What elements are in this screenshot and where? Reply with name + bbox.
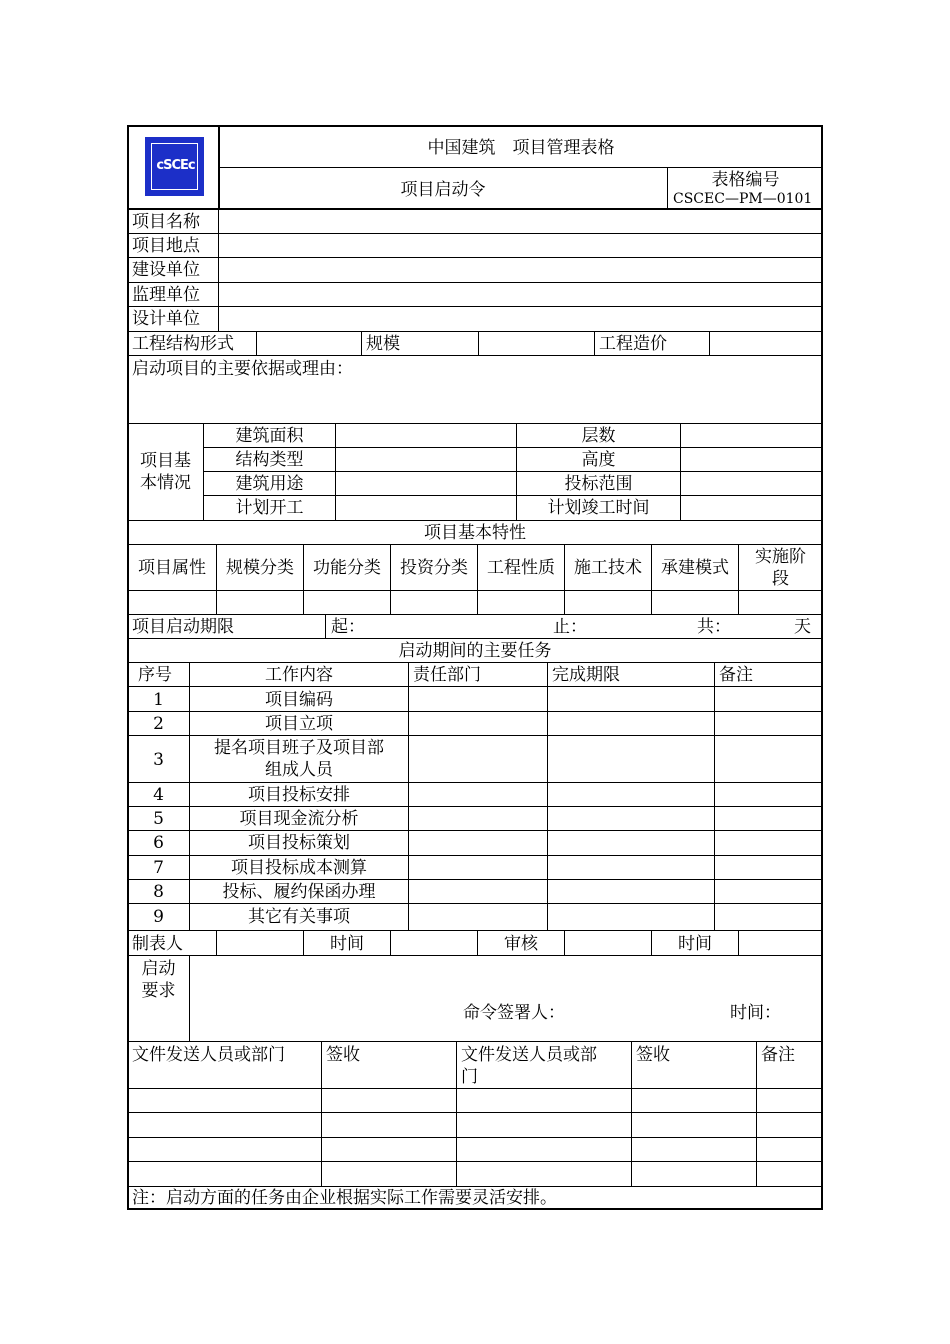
- label-cost: 工程造价: [599, 334, 667, 354]
- form-number: CSCEC—PM—0101: [673, 191, 813, 207]
- col-line: [709, 331, 710, 355]
- row-line: [127, 930, 823, 931]
- row-line: [127, 282, 823, 283]
- col-line: [564, 930, 565, 955]
- requirement-label-1: 启动: [141, 959, 176, 979]
- feature-header-stage-2: 段: [772, 569, 789, 589]
- row-line: [127, 686, 823, 687]
- label-period: 项目启动期限: [132, 617, 234, 637]
- task-no: 8: [153, 882, 164, 902]
- col-line: [714, 662, 715, 930]
- field-basis[interactable]: [131, 382, 819, 420]
- col-line: [631, 1041, 632, 1186]
- task-content-line1: 提名项目班子及项目部: [214, 738, 384, 758]
- label-height: 高度: [581, 450, 616, 470]
- task-content-line2: 组成人员: [265, 760, 333, 780]
- basic-info-label-2: 本情况: [140, 473, 191, 493]
- task-no: 5: [153, 809, 164, 829]
- form-number-label: 表格编号: [711, 170, 780, 190]
- header-bottom-line: [127, 208, 823, 210]
- col-line: [189, 955, 190, 1041]
- task-header-no: 序号: [138, 665, 172, 685]
- col-line: [218, 209, 219, 331]
- feature-header: 承建模式: [661, 558, 729, 578]
- task-content: 其它有关事项: [248, 907, 350, 927]
- features-title: 项目基本特性: [424, 523, 526, 543]
- col-line: [478, 331, 479, 355]
- row-line: [127, 257, 823, 258]
- label-form-maker: 制表人: [132, 934, 183, 954]
- row-line: [127, 830, 823, 831]
- feature-header-stage-1: 实施阶: [755, 547, 806, 567]
- row-line: [127, 638, 823, 639]
- label-period-end: 止：: [553, 617, 587, 637]
- label-signer: 命令签署人：: [463, 1003, 565, 1023]
- feature-header: 项目属性: [138, 558, 206, 578]
- task-no: 6: [153, 833, 164, 853]
- col-line: [321, 1041, 322, 1186]
- col-line: [456, 1041, 457, 1186]
- label-time-1: 时间: [330, 934, 364, 954]
- header-mid-line: [218, 167, 823, 168]
- field-owner[interactable]: [221, 260, 819, 279]
- col-line: [216, 544, 217, 614]
- cscec-logo: cSCEc: [145, 137, 204, 196]
- label-scale: 规模: [366, 334, 400, 354]
- col-line: [651, 544, 652, 614]
- col-line: [738, 930, 739, 955]
- label-project-location: 项目地点: [132, 236, 200, 256]
- label-time-2: 时间: [678, 934, 712, 954]
- label-designer: 设计单位: [132, 309, 200, 329]
- row-line: [127, 903, 823, 904]
- dist-header-signed: 签收: [326, 1045, 360, 1065]
- row-line: [127, 955, 823, 956]
- label-project-name: 项目名称: [132, 212, 200, 232]
- label-floor-area: 建筑面积: [235, 426, 304, 446]
- label-floors: 层数: [581, 426, 616, 446]
- tasks-title: 启动期间的主要任务: [398, 641, 552, 661]
- row-line: [127, 662, 823, 663]
- form-title: 项目启动令: [400, 180, 486, 200]
- field-designer[interactable]: [221, 309, 819, 328]
- col-line: [594, 331, 595, 355]
- label-structure-kind: 结构类型: [235, 450, 304, 470]
- col-line: [756, 1041, 757, 1186]
- feature-header: 投资分类: [400, 558, 468, 578]
- task-content: 项目投标策划: [248, 833, 350, 853]
- label-review: 审核: [504, 934, 538, 954]
- task-content: 项目编码: [265, 690, 333, 710]
- footer-note: 注：启动方面的任务由企业根据实际工作需要灵活安排。: [132, 1188, 557, 1208]
- col-line: [303, 544, 304, 614]
- label-period-start: 起：: [331, 617, 365, 637]
- row-line: [127, 855, 823, 856]
- requirement-label-2: 要求: [141, 981, 176, 1001]
- label-period-unit: 天: [794, 617, 811, 637]
- dist-header-remark: 备注: [761, 1045, 795, 1065]
- task-content: 项目投标成本测算: [231, 858, 367, 878]
- label-planned-completion: 计划竣工时间: [547, 498, 650, 518]
- row-line: [127, 1088, 823, 1089]
- label-supervisor: 监理单位: [132, 285, 200, 305]
- task-no: 9: [153, 907, 164, 927]
- dist-header-recipient-2-line1: 文件发送人员或部: [461, 1045, 597, 1065]
- col-line: [216, 930, 217, 955]
- row-line: [127, 782, 823, 783]
- label-period-total: 共：: [697, 617, 731, 637]
- row-line: [127, 711, 823, 712]
- col-line: [256, 331, 257, 355]
- row-line: [127, 590, 823, 591]
- row-line: [203, 495, 823, 496]
- row-line: [127, 1186, 823, 1187]
- label-usage: 建筑用途: [235, 474, 304, 494]
- label-sign-time: 时间：: [730, 1003, 781, 1023]
- row-line: [127, 735, 823, 736]
- row-line: [203, 447, 823, 448]
- feature-header: 功能分类: [313, 558, 381, 578]
- dist-header-recipient: 文件发送人员或部门: [132, 1045, 285, 1065]
- row-line: [127, 520, 823, 521]
- field-supervisor[interactable]: [221, 285, 819, 304]
- task-no: 3: [153, 750, 164, 770]
- row-line: [127, 306, 823, 307]
- task-no: 1: [153, 690, 164, 710]
- company-title: 中国建筑 项目管理表格: [427, 138, 615, 158]
- label-structure-type: 工程结构形式: [132, 334, 234, 354]
- task-content: 投标、履约保函办理: [222, 882, 376, 902]
- task-header-deadline: 完成期限: [552, 665, 620, 685]
- col-line: [564, 544, 565, 614]
- row-line: [127, 806, 823, 807]
- row-line: [127, 355, 823, 356]
- row-line: [127, 423, 823, 424]
- col-line: [547, 662, 548, 930]
- row-line: [127, 879, 823, 880]
- col-line: [390, 930, 391, 955]
- field-project-name[interactable]: [221, 212, 819, 231]
- task-content: 项目投标安排: [248, 785, 350, 805]
- task-content: 项目现金流分析: [239, 809, 359, 829]
- task-content: 项目立项: [265, 714, 333, 734]
- task-header-content: 工作内容: [265, 665, 333, 685]
- task-no: 7: [153, 858, 164, 878]
- label-bid-scope: 投标范围: [564, 474, 633, 494]
- col-line: [477, 544, 478, 614]
- row-line: [127, 1137, 823, 1138]
- task-no: 2: [153, 714, 164, 734]
- label-basis: 启动项目的主要依据或理由：: [132, 359, 353, 379]
- basic-info-label-1: 项目基: [140, 451, 191, 471]
- col-line: [325, 614, 326, 638]
- label-planned-start: 计划开工: [235, 498, 304, 518]
- row-line: [127, 331, 823, 332]
- feature-header: 规模分类: [226, 558, 294, 578]
- row-line: [203, 471, 823, 472]
- label-owner: 建设单位: [132, 260, 200, 280]
- field-project-location[interactable]: [221, 236, 819, 255]
- row-line: [127, 544, 823, 545]
- col-line: [390, 544, 391, 614]
- task-no: 4: [153, 785, 164, 805]
- dist-header-recipient-2-line2: 门: [461, 1067, 478, 1087]
- dist-header-signed-2: 签收: [636, 1045, 670, 1065]
- task-header-remark: 备注: [719, 665, 753, 685]
- col-line: [361, 331, 362, 355]
- row-line: [127, 233, 823, 234]
- row-line: [127, 1112, 823, 1113]
- feature-header: 工程性质: [487, 558, 555, 578]
- col-line: [408, 662, 409, 930]
- feature-header: 施工技术: [574, 558, 642, 578]
- task-header-dept: 责任部门: [413, 665, 481, 685]
- row-line: [127, 614, 823, 615]
- row-line: [127, 1161, 823, 1162]
- row-line: [127, 1041, 823, 1042]
